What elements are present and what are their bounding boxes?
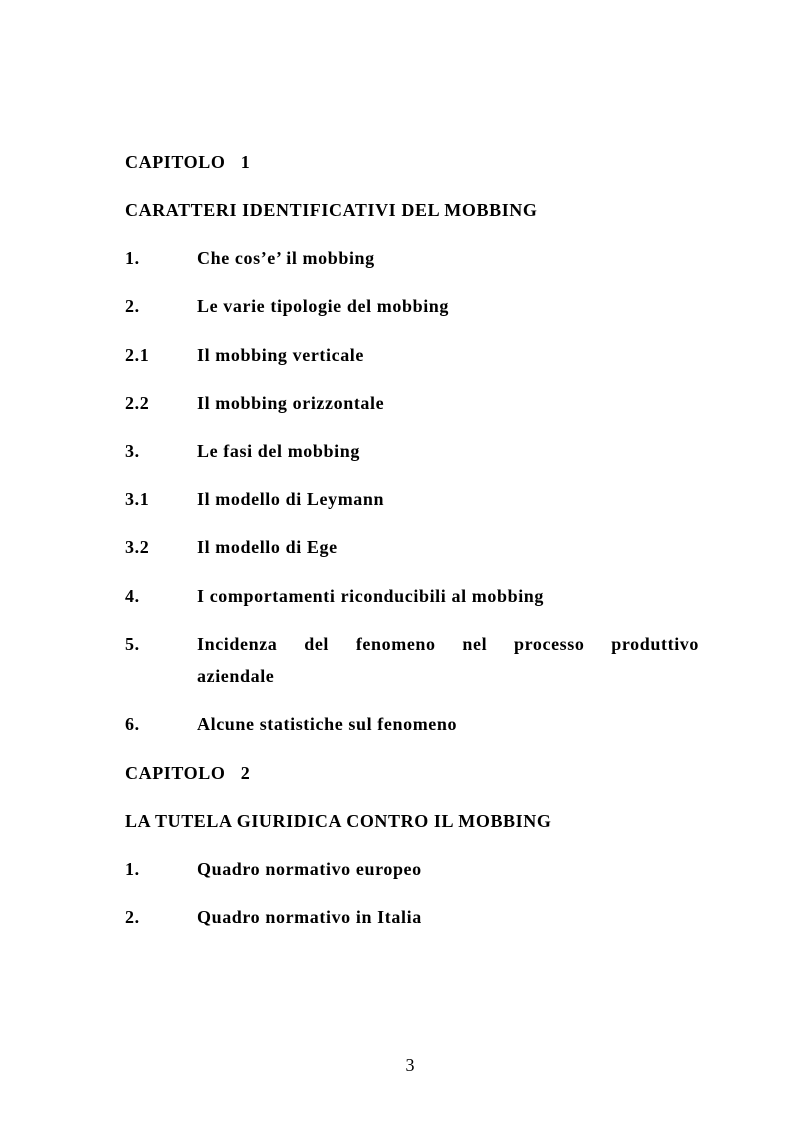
toc-entry-number: 5. xyxy=(125,634,140,654)
toc-entry-number: 1. xyxy=(125,248,140,268)
toc-entry-title: Incidenza del fenomeno nel processo produttivo xyxy=(197,634,699,654)
toc-entry-title: Il mobbing orizzontale xyxy=(197,393,385,413)
toc-entry-title: Il modello di Leymann xyxy=(197,489,385,509)
toc-entry-number: 2.1 xyxy=(125,345,150,365)
toc-entry-number: 4. xyxy=(125,586,140,606)
toc-entry-title: I comportamenti riconducibili al mobbing xyxy=(197,586,545,606)
chapter-1-heading: CAPITOLO 1 xyxy=(125,152,251,172)
toc-entry-title: Le varie tipologie del mobbing xyxy=(197,296,449,316)
toc-entry-number: 6. xyxy=(125,714,140,734)
toc-entry-title: Alcune statistiche sul fenomeno xyxy=(197,714,458,734)
chapter-2-heading: CAPITOLO 2 xyxy=(125,763,251,783)
toc-entry-number: 2. xyxy=(125,296,140,316)
toc-entry-title: Che cos’e’ il mobbing xyxy=(197,248,375,268)
chapter-2-subtitle: LA TUTELA GIURIDICA CONTRO IL MOBBING xyxy=(125,811,552,831)
toc-entry-number: 2. xyxy=(125,907,140,927)
toc-entry-number: 3.2 xyxy=(125,537,150,557)
toc-entry-title-continuation: aziendale xyxy=(197,666,275,686)
toc-entry-title: Il modello di Ege xyxy=(197,537,338,557)
toc-entry-number: 2.2 xyxy=(125,393,150,413)
toc-entry-title: Il mobbing verticale xyxy=(197,345,364,365)
toc-entry-title: Le fasi del mobbing xyxy=(197,441,360,461)
toc-entry-number: 1. xyxy=(125,859,140,879)
toc-entry-title: Quadro normativo europeo xyxy=(197,859,422,879)
page-number: 3 xyxy=(405,1055,415,1075)
chapter-1-subtitle: CARATTERI IDENTIFICATIVI DEL MOBBING xyxy=(125,200,538,220)
toc-entry-title: Quadro normativo in Italia xyxy=(197,907,422,927)
toc-entry-number: 3.1 xyxy=(125,489,150,509)
toc-entry-number: 3. xyxy=(125,441,140,461)
